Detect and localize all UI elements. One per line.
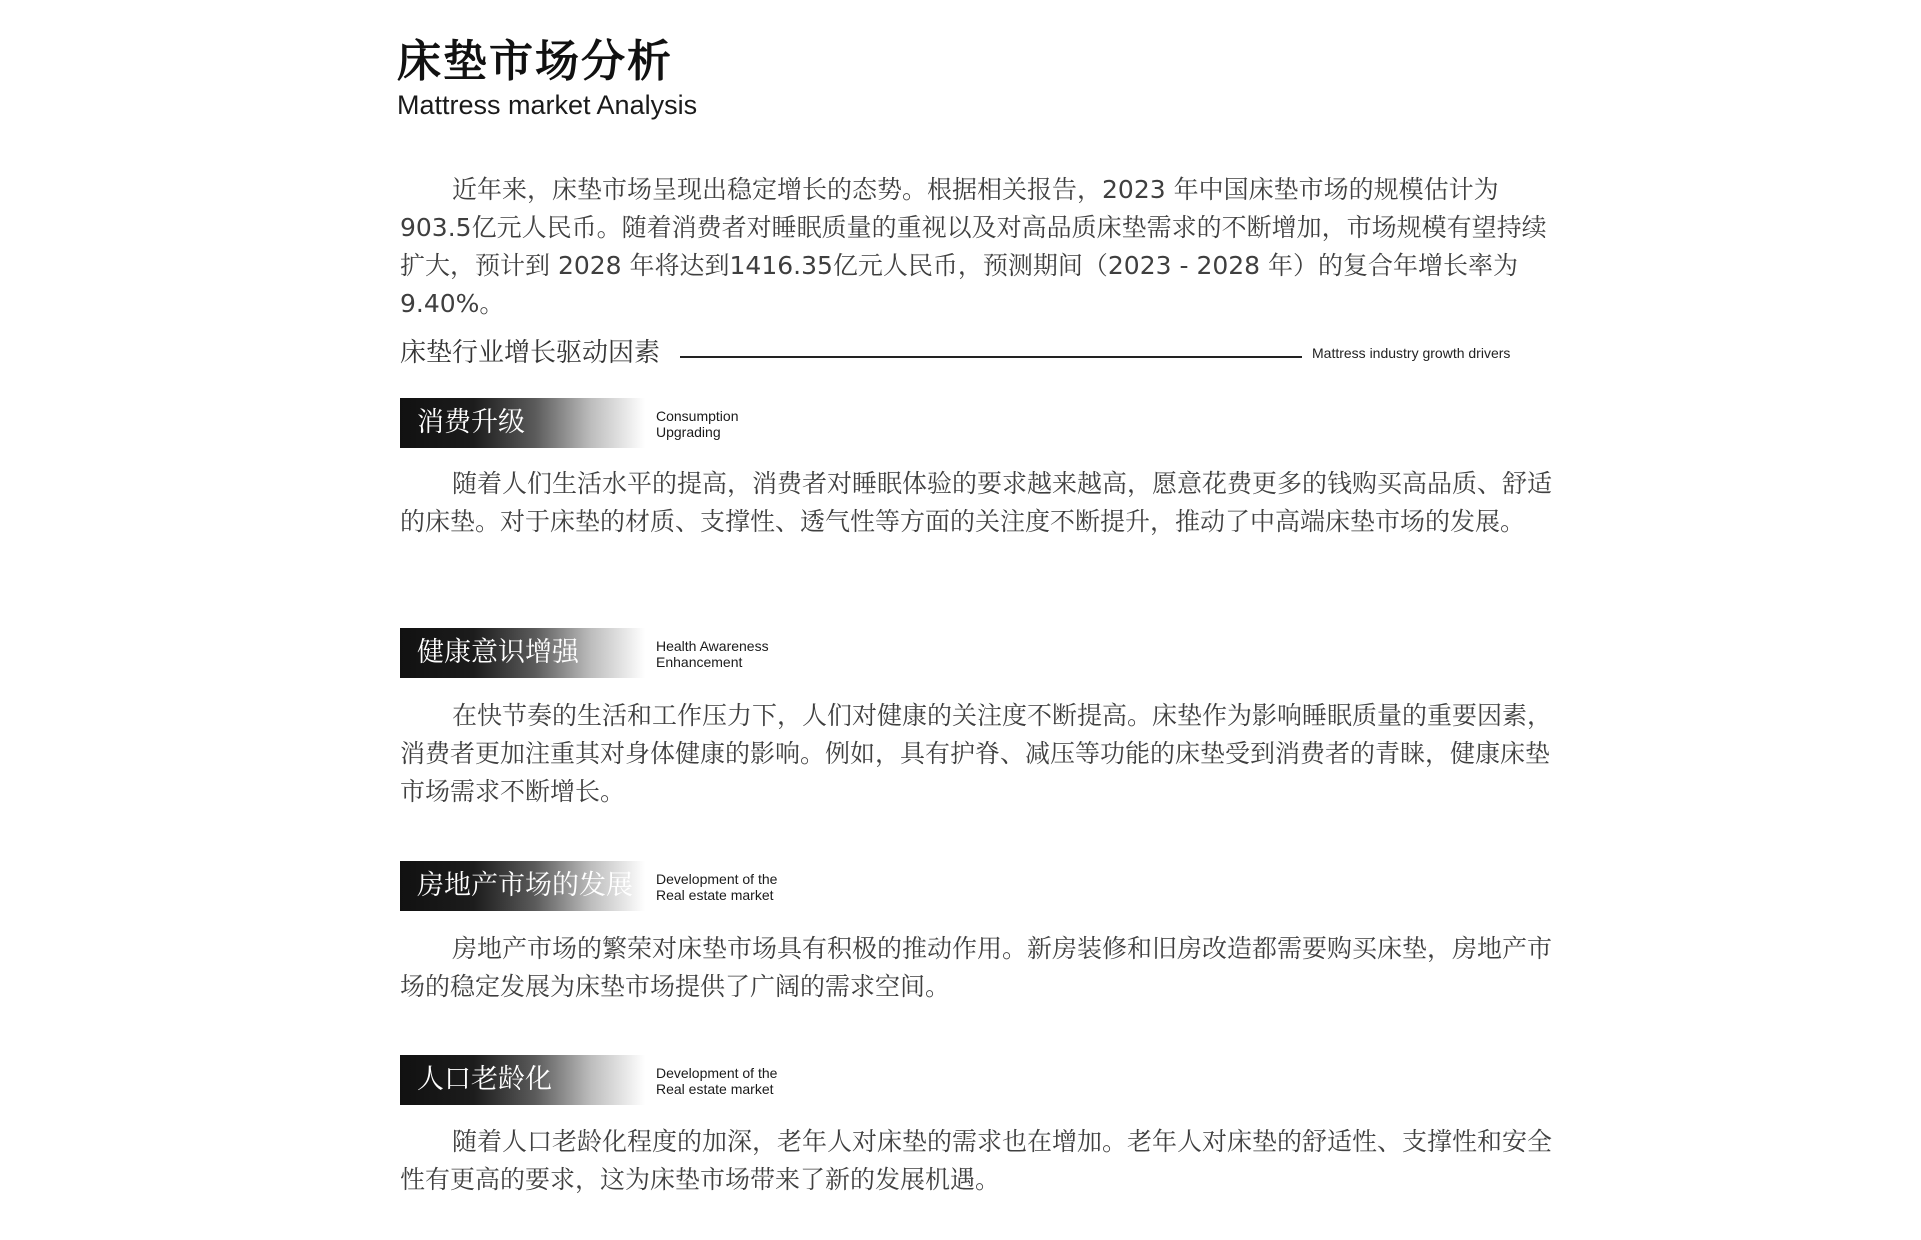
section-en-health [656,638,816,670]
section-en-line: Consumption [656,408,739,424]
section-paragraph-real-estate [400,930,1560,1006]
section-en-line: Upgrading [656,424,721,440]
section-en-line: Development of the [656,1065,778,1081]
page-title: 床垫市场分析 [397,36,673,87]
growth-drivers-title-en: Mattress industry growth drivers [1312,345,1511,361]
section-en-real-estate [656,871,816,903]
section-tag-health [400,628,645,678]
section-text: 随着人口老龄化程度的加深，老年人对床垫的需求也在增加。老年人对床垫的舒适性、支撑性和安全性有更高的要求，这为床垫市场带来了新的发展机遇。 [400,1127,1553,1194]
section-tag-label: 房地产市场的发展 [417,870,633,901]
section-tag-consumption [400,398,645,448]
section-en-line: Real estate market [656,887,774,903]
section-paragraph-health [400,697,1560,811]
section-text: 房地产市场的繁荣对床垫市场具有积极的推动作用。新房装修和旧房改造都需要购买床垫，房地产市场的稳定发展为床垫市场提供了广阔的需求空间。 [400,934,1553,1001]
intro-paragraph [400,171,1560,323]
section-en-consumption [656,408,816,440]
section-en-line: Health Awareness [656,638,769,654]
section-paragraph-consumption [400,465,1560,541]
section-tag-label: 消费升级 [417,407,525,438]
section-tag-label: 人口老龄化 [417,1064,552,1095]
section-tag-label: 健康意识增强 [417,637,579,668]
section-en-aging [656,1065,816,1097]
growth-drivers-heading [400,333,1525,373]
section-en-line: Real estate market [656,1081,774,1097]
section-en-line: Enhancement [656,654,743,670]
section-text: 随着人们生活水平的提高，消费者对睡眠体验的要求越来越高，愿意花费更多的钱购买高品质、舒适的床垫。对于床垫的材质、支撑性、透气性等方面的关注度不断提升，推动了中高端床垫市场的发展。 [400,469,1553,536]
section-en-line: Development of the [656,871,778,887]
section-text: 在快节奏的生活和工作压力下，人们对健康的关注度不断提高。床垫作为影响睡眠质量的重要因素，消费者更加注重其对身体健康的影响。例如，具有护脊、减压等功能的床垫受到消费者的青睐，健康床垫市场需求不断增长。 [400,701,1553,806]
intro-text: 近年来，床垫市场呈现出稳定增长的态势。根据相关报告，2023 年中国床垫市场的规模估计为 903.5亿元人民币。随着消费者对睡眠质量的重视以及对高品质床垫需求的不断增加，市场规模有望持续扩大，预计到 2028 年将达到1416.35亿元人民币，预测期间（2023 - 2028 年）的复合年增长率为 9.40%。 [400,175,1547,318]
section-tag-aging [400,1055,645,1105]
divider-line [680,356,1302,358]
section-paragraph-aging [400,1123,1560,1199]
section-tag-real-estate [400,861,645,911]
page-subtitle: Mattress market Analysis [397,90,698,120]
growth-drivers-title: 床垫行业增长驱动因素 [400,338,661,368]
